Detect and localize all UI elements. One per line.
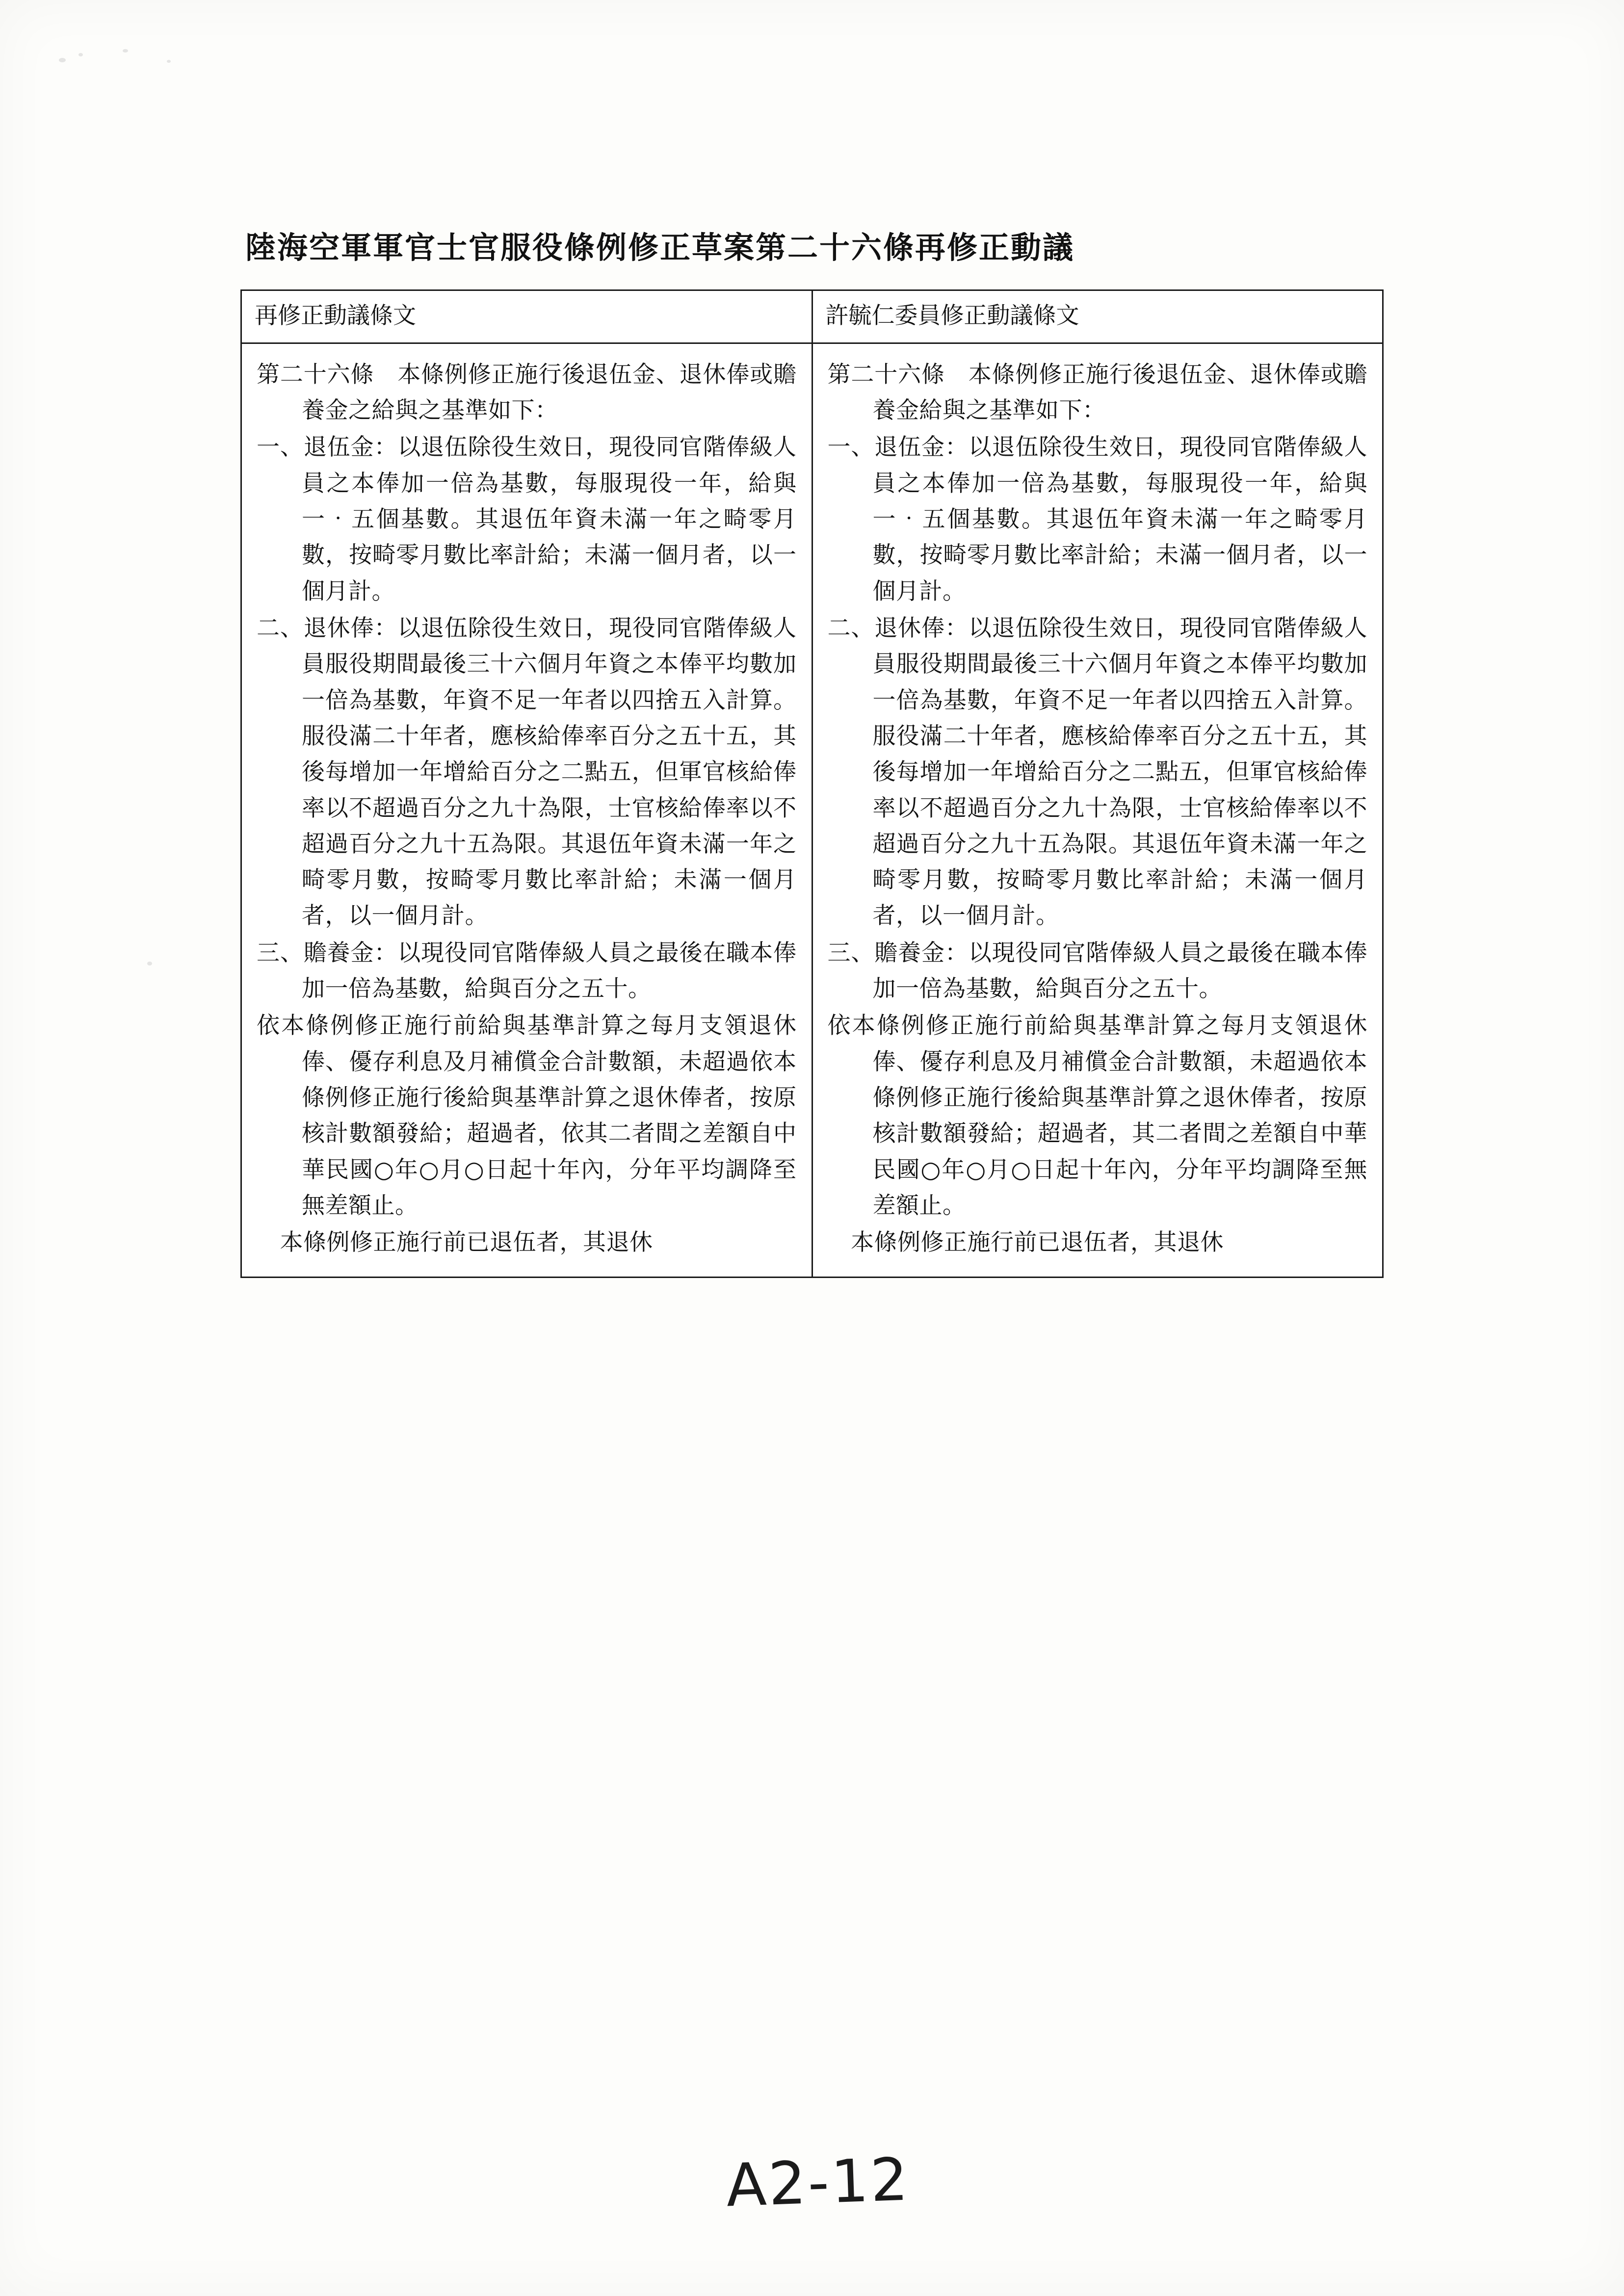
list-item-number: 二、 <box>257 614 304 642</box>
continuation-paragraph <box>257 1225 797 1260</box>
article-heading-paragraph <box>828 357 1368 429</box>
scan-speck <box>123 49 128 52</box>
list-item-number: 一、 <box>257 434 304 461</box>
closing-paragraph-body: 之每月支領退休俸、優存利息及月補償金合計數額，未超過依本條例修正施行後給與基準計算之退休俸者，按原核計數額發給；超過者，其二者間之差額自中華民國○年○月○日起十年內，分年平均調降至無差額止。 <box>872 1012 1368 1219</box>
closing-paragraph-body: 之每月支領退休俸、優存利息及月補償金合計數額，未超過依本條例修正施行後給與基準計算之退休俸者，按原核計數額發給；超過者，依其二者間之差額自中華民國○年○月○日起十年內，分年平均調降至無差額止。 <box>302 1012 797 1219</box>
list-item-body: 退伍金：以退伍除役生效日，現役同官階俸級人員之本俸加一倍為基數，每服現役一年，給與一‧五個基數。其退伍年資未滿一年之畸零月數，按畸零月數比率計給；未滿一個月者，以一個月計。 <box>302 434 797 605</box>
cell-member-motion-text <box>813 344 1383 1277</box>
handwritten-page-mark: A2-12 <box>725 2145 911 2220</box>
article-number: 第二十六條 <box>827 361 945 388</box>
table-header-row <box>242 291 1382 344</box>
scan-speck <box>79 53 83 56</box>
continuation-paragraph-text: 本條例修正施行前已退伍者，其退休 <box>827 1229 1224 1256</box>
article-heading-body: 本條例修正施行後退伍金、退休俸或贍養金給與之基準如下： <box>872 361 1368 424</box>
list-item-body: 退休俸：以退伍除役生效日，現役同官階俸級人員服役期間最後三十六個月年資之本俸平均數加一倍為基數，年資不足一年者以四捨五入計算。服役滿二十年者，應核給俸率百分之五十五，其後每增加一年增給百分之二點五，但軍官核給俸率以不超過百分之九十為限，士官核給俸率以不超過百分之九十五為限。其退伍年資未滿一年之畸零月數，按畸零月數比率計給；未滿一個月者，以一個月計。 <box>302 614 797 930</box>
closing-paragraph <box>828 1008 1368 1224</box>
list-item-number: 二、 <box>827 614 875 642</box>
continuation-paragraph <box>828 1225 1368 1260</box>
closing-paragraph-lead: 依本條例修正施行前給與基準計算 <box>827 1012 1197 1040</box>
list-item <box>828 935 1368 1007</box>
article-heading-body: 本條例修正施行後退伍金、退休俸或贍養金之給與之基準如下： <box>302 361 797 424</box>
comparison-table <box>240 289 1384 1278</box>
list-item <box>257 610 797 934</box>
cell-amended-motion-text <box>242 344 813 1277</box>
list-item-body: 贍養金：以現役同官階俸級人員之最後在職本俸加一倍為基數，給與百分之五十。 <box>302 939 797 1003</box>
list-item <box>828 610 1368 934</box>
scan-speck <box>147 962 152 965</box>
article-heading-paragraph <box>257 357 797 429</box>
scan-speck <box>59 58 66 62</box>
continuation-paragraph-text: 本條例修正施行前已退伍者，其退休 <box>257 1229 653 1256</box>
list-item-number: 三、 <box>257 939 304 966</box>
scan-speck <box>167 60 171 63</box>
closing-paragraph <box>257 1008 797 1224</box>
list-item-number: 三、 <box>827 939 875 966</box>
page-title: 陸海空軍軍官士官服役條例修正草案第二十六條再修正動議 <box>245 230 1075 265</box>
list-item <box>257 935 797 1007</box>
column-header-amended-motion: 再修正動議條文 <box>242 291 813 342</box>
list-item-body: 退伍金：以退伍除役生效日，現役同官階俸級人員之本俸加一倍為基數，每服現役一年，給與一‧五個基數。其退伍年資未滿一年之畸零月數，按畸零月數比率計給；未滿一個月者，以一個月計。 <box>872 434 1368 605</box>
list-item <box>257 429 797 609</box>
table-body-row <box>242 344 1382 1277</box>
article-number: 第二十六條 <box>257 361 374 388</box>
list-item-body: 贍養金：以現役同官階俸級人員之最後在職本俸加一倍為基數，給與百分之五十。 <box>872 939 1368 1003</box>
column-header-member-motion: 許毓仁委員修正動議條文 <box>825 302 1079 329</box>
closing-paragraph-lead: 依本條例修正施行前給與基準計算 <box>257 1012 626 1040</box>
list-item-body: 退休俸：以退伍除役生效日，現役同官階俸級人員服役期間最後三十六個月年資之本俸平均數加一倍為基數，年資不足一年者以四捨五入計算。服役滿二十年者，應核給俸率百分之五十五，其後每增加一年增給百分之二點五，但軍官核給俸率以不超過百分之九十為限，士官核給俸率以不超過百分之九十五為限。其退伍年資未滿一年之畸零月數，按畸零月數比率計給；未滿一個月者，以一個月計。 <box>872 614 1368 930</box>
list-item-number: 一、 <box>827 434 875 461</box>
list-item <box>828 429 1368 609</box>
